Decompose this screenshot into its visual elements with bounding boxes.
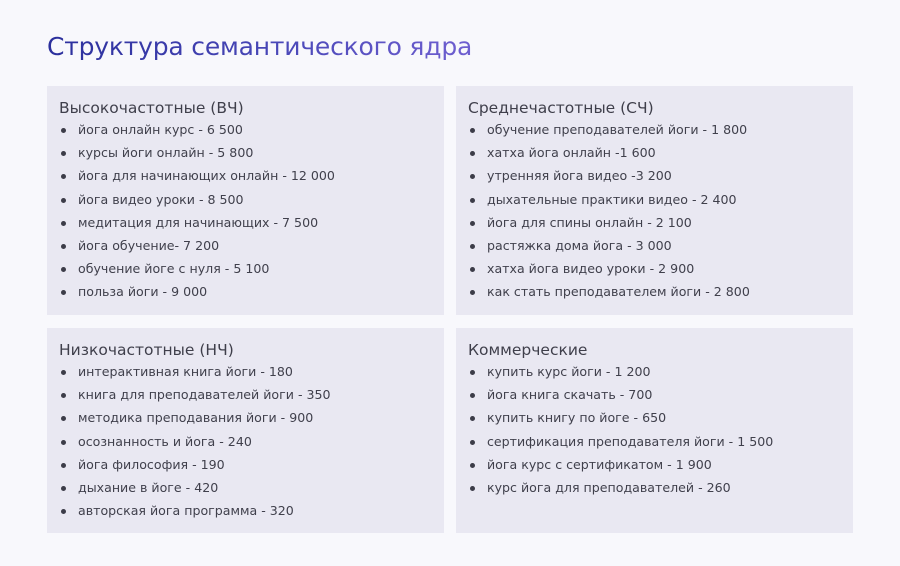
card-title: Среднечастотные (СЧ) — [468, 99, 654, 117]
list-item — [468, 122, 841, 138]
bullet-icon — [61, 509, 66, 514]
list-item-text: курс йога для преподавателей - 260 — [487, 479, 731, 495]
bullet-icon — [61, 198, 66, 203]
list-item-text: дыхательные практики видео - 2 400 — [487, 191, 737, 207]
bullet-icon — [470, 151, 475, 156]
list-item-text: хатха йога видео уроки - 2 900 — [487, 261, 695, 277]
list-item — [468, 238, 841, 254]
list-item — [468, 457, 841, 473]
list-item — [468, 284, 841, 300]
bullet-icon — [470, 198, 475, 203]
list-item-text: йога курс с сертификатом - 1 900 — [487, 456, 712, 472]
bullet-icon — [61, 128, 66, 133]
bullet-icon — [61, 290, 66, 295]
list-item — [59, 122, 432, 138]
bullet-icon — [61, 370, 66, 375]
list-item — [59, 238, 432, 254]
card-low-frequency — [47, 328, 444, 533]
list-item-text: сертификация преподавателя йоги - 1 500 — [487, 433, 774, 449]
bullet-icon — [61, 416, 66, 421]
list-item — [468, 261, 841, 277]
card-title: Низкочастотные (НЧ) — [59, 341, 234, 359]
list-item — [59, 168, 432, 184]
list-item — [59, 503, 432, 519]
bullet-icon — [470, 440, 475, 445]
bullet-icon — [470, 290, 475, 295]
list-item — [59, 261, 432, 277]
list-item-text: как стать преподавателем йоги - 2 800 — [487, 284, 750, 300]
bullet-icon — [61, 267, 66, 272]
card-commercial — [456, 328, 853, 533]
card-high-frequency — [47, 86, 444, 315]
list-item — [59, 387, 432, 403]
list-item — [59, 410, 432, 426]
list-item — [59, 145, 432, 161]
keyword-list — [59, 364, 432, 519]
list-item-text: курсы йоги онлайн - 5 800 — [78, 145, 254, 161]
list-item-text: утренняя йога видео -3 200 — [487, 168, 672, 184]
list-item — [59, 215, 432, 231]
list-item-text: йога философия - 190 — [78, 456, 225, 472]
bullet-icon — [61, 244, 66, 249]
list-item-text: йога книга скачать - 700 — [487, 387, 653, 403]
bullet-icon — [470, 393, 475, 398]
list-item-text: йога для начинающих онлайн - 12 000 — [78, 168, 335, 184]
list-item-text: хатха йога онлайн -1 600 — [487, 145, 656, 161]
list-item-text: дыхание в йоге - 420 — [78, 479, 219, 495]
list-item-text: польза йоги - 9 000 — [78, 284, 208, 300]
bullet-icon — [61, 221, 66, 226]
list-item-text: йога обучение- 7 200 — [78, 237, 220, 253]
list-item — [468, 215, 841, 231]
list-item-text: обучение преподавателей йоги - 1 800 — [487, 122, 748, 137]
bullet-icon — [470, 221, 475, 226]
list-item-text: купить книгу по йоге - 650 — [487, 410, 667, 426]
list-item — [468, 168, 841, 184]
card-title: Высокочастотные (ВЧ) — [59, 99, 244, 117]
list-item-text: осознанность и йога - 240 — [78, 433, 252, 449]
bullet-icon — [470, 463, 475, 468]
bullet-icon — [61, 463, 66, 468]
bullet-icon — [470, 267, 475, 272]
card-title: Коммерческие — [468, 341, 588, 359]
bullet-icon — [470, 370, 475, 375]
list-item — [468, 145, 841, 161]
bullet-icon — [61, 174, 66, 179]
list-item — [468, 192, 841, 208]
list-item-text: методика преподавания йоги - 900 — [78, 410, 314, 426]
keyword-list — [468, 122, 841, 300]
list-item-text: книга для преподавателей йоги - 350 — [78, 387, 331, 403]
list-item-text: йога онлайн курс - 6 500 — [78, 122, 243, 137]
bullet-icon — [61, 486, 66, 491]
list-item-text: йога видео уроки - 8 500 — [78, 191, 244, 207]
list-item — [59, 480, 432, 496]
list-item — [468, 480, 841, 496]
list-item-text: авторская йога программа - 320 — [78, 503, 294, 519]
list-item-text: интерактивная книга йоги - 180 — [78, 364, 293, 379]
list-item — [59, 364, 432, 380]
list-item — [468, 434, 841, 450]
list-item-text: медитация для начинающих - 7 500 — [78, 214, 319, 230]
list-item — [59, 192, 432, 208]
list-item — [468, 387, 841, 403]
bullet-icon — [470, 128, 475, 133]
bullet-icon — [470, 244, 475, 249]
list-item-text: растяжка дома йога - 3 000 — [487, 237, 672, 253]
page-title: Структура семантического ядра — [47, 30, 472, 64]
bullet-icon — [61, 393, 66, 398]
list-item — [59, 434, 432, 450]
list-item — [59, 457, 432, 473]
bullet-icon — [61, 151, 66, 156]
bullet-icon — [470, 416, 475, 421]
bullet-icon — [61, 440, 66, 445]
list-item-text: купить курс йоги - 1 200 — [487, 364, 651, 379]
card-mid-frequency — [456, 86, 853, 315]
list-item-text: йога для спины онлайн - 2 100 — [487, 214, 692, 230]
keyword-list — [468, 364, 841, 496]
list-item-text: обучение йоге с нуля - 5 100 — [78, 261, 270, 277]
list-item — [468, 410, 841, 426]
bullet-icon — [470, 174, 475, 179]
keyword-list — [59, 122, 432, 300]
list-item — [468, 364, 841, 380]
bullet-icon — [470, 486, 475, 491]
list-item — [59, 284, 432, 300]
